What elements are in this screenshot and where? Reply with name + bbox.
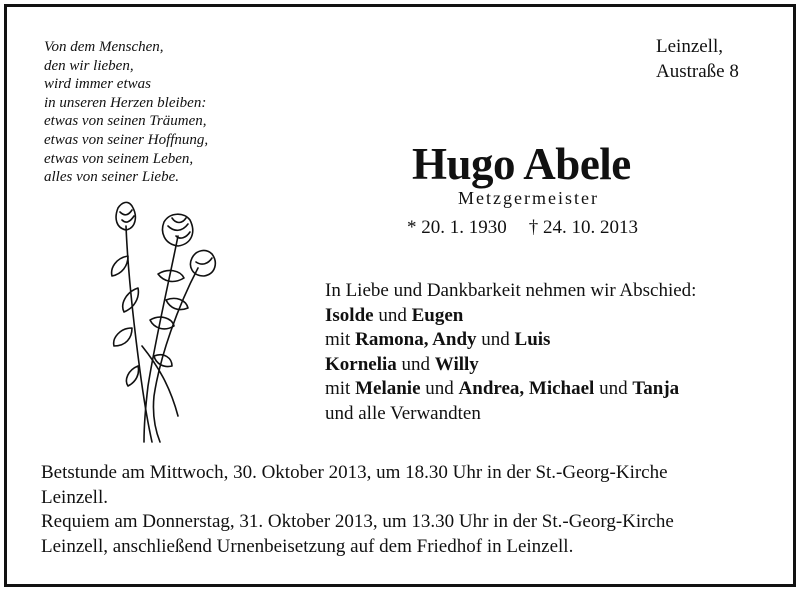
life-dates: [407, 217, 638, 239]
connector-text: und: [401, 353, 431, 375]
service-line: Leinzell.: [41, 486, 108, 508]
service-line: Requiem am Donnerstag, 31. Oktober 2013, um 13.30 Uhr in der St.-Georg-Kirche: [41, 511, 674, 532]
mourner-name: Andrea, Michael: [458, 378, 595, 399]
poem-line: wird immer etwas: [44, 76, 151, 93]
address-city: Leinzell,: [656, 36, 723, 57]
service-info: [41, 461, 771, 559]
service-line: Leinzell, anschließend Urnenbeisetzung auf dem Friedhof in Leinzell.: [41, 535, 574, 557]
poem-line: etwas von seiner Hoffnung,: [44, 131, 209, 148]
birth-date: * 20. 1. 1930: [407, 217, 507, 238]
deceased-profession: Metzgermeister: [458, 188, 599, 208]
mourner-name: Isolde: [325, 304, 374, 326]
deceased-name: Hugo Abele: [412, 139, 631, 189]
poem-line: alles von seiner Liebe.: [44, 169, 179, 186]
mourner-row: [325, 328, 696, 353]
service-line: Betstunde am Mittwoch, 30. Oktober 2013, um 18.30 Uhr in der St.-Georg-Kirche: [41, 462, 668, 483]
mourner-name: Willy: [434, 353, 479, 375]
mourner-row: [325, 304, 696, 329]
poem-line: Von dem Menschen,: [44, 39, 164, 55]
poem-line: etwas von seinem Leben,: [44, 150, 194, 167]
mourner-row: [325, 377, 696, 402]
address-street: Austraße 8: [656, 61, 739, 82]
mourner-name: Eugen: [411, 304, 464, 326]
connector-text: und: [481, 329, 510, 350]
mourners-closing: und alle Verwandten: [325, 402, 481, 424]
mourner-name: Melanie: [355, 378, 421, 399]
mourner-row: [325, 353, 696, 378]
mourner-name: Kornelia: [325, 353, 397, 375]
connector-text: und: [425, 378, 454, 399]
rose-drawing-icon: [98, 196, 228, 446]
address: [656, 34, 739, 84]
mourner-name: Ramona, Andy: [355, 329, 477, 350]
connector-text: und: [599, 378, 628, 399]
poem-line: etwas von seinen Träumen,: [44, 113, 207, 130]
mourners-intro: In Liebe und Dankbarkeit nehmen wir Abschied:: [325, 280, 697, 301]
mourner-name: Tanja: [632, 378, 680, 399]
poem-line: den wir lieben,: [44, 57, 134, 74]
death-date: † 24. 10. 2013: [528, 217, 638, 238]
mourner-name: Luis: [514, 329, 551, 350]
connector-text: mit: [325, 378, 351, 399]
mourners-block: [325, 279, 696, 426]
poem-line: in unseren Herzen bleiben:: [44, 94, 207, 111]
connector-text: mit: [325, 329, 351, 350]
connector-text: und: [378, 304, 407, 326]
poem: [44, 38, 208, 187]
